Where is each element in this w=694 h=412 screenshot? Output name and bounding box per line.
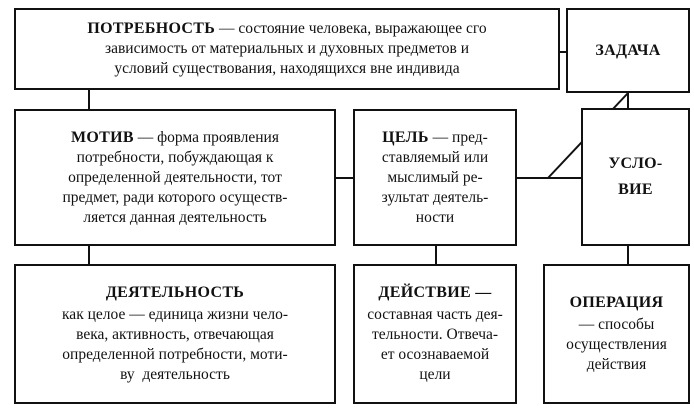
goal-line-1 — [382, 128, 488, 148]
motive-text-3: определенной деятельности, тот — [68, 168, 282, 186]
motive-line-1 — [71, 128, 279, 148]
activity-text-2: века, активность, отвечающая — [76, 326, 274, 343]
action-text-4: цели — [419, 366, 451, 383]
goal-term: ЦЕЛЬ — [382, 128, 429, 146]
box-operation — [543, 264, 690, 404]
condition-term-2: ВИЕ — [618, 181, 653, 198]
box-condition — [581, 108, 690, 246]
action-text-3: ет осознаваемой — [380, 346, 490, 363]
operation-text-2: осуществления — [566, 336, 667, 353]
condition-term-1: УСЛО- — [608, 155, 663, 172]
motive-text-2: потребности, побуждающая к — [76, 148, 274, 166]
motive-text-1: — форма проявления — [133, 128, 279, 146]
need-text-2: зависимость от материальных и духовных предметов и — [104, 40, 470, 57]
goal-text-4: зультат деятель- — [381, 188, 489, 206]
operation-text-3: действия — [586, 356, 647, 373]
activity-term: ДЕЯТЕЛЬНОСТЬ — [105, 284, 245, 301]
box-action — [353, 264, 517, 404]
need-text-1: — состояние человека, выражающее сго — [215, 20, 487, 37]
action-text-1: составная часть дея- — [367, 306, 503, 323]
box-activity — [14, 264, 336, 404]
box-goal — [353, 109, 517, 246]
goal-text-5: ности — [415, 208, 455, 226]
motive-text-4: предмет, ради которого осуществ- — [62, 188, 288, 206]
goal-text-2: ставляемый или — [381, 148, 489, 166]
activity-text-1: как целое — единица жизни чело- — [62, 306, 288, 323]
motive-text-5: ляется данная деятельность — [83, 208, 267, 226]
need-term: ПОТРЕБНОСТЬ — [87, 20, 216, 37]
box-task — [566, 8, 690, 93]
activity-text-3: определенной потребности, моти- — [62, 346, 288, 363]
box-need — [14, 8, 560, 90]
need-text-3: условий существования, находящихся вне индивида — [114, 60, 460, 77]
activity-text-4: ву деятельность — [120, 366, 230, 383]
need-line-1 — [87, 19, 486, 39]
task-term: ЗАДАЧА — [595, 41, 661, 59]
operation-term: ОПЕРАЦИЯ — [569, 294, 664, 311]
goal-text-3: мыслимый ре- — [387, 168, 483, 186]
operation-text-1: — способы — [578, 316, 655, 333]
goal-text-1: — пред- — [428, 128, 488, 146]
box-motive — [14, 109, 336, 246]
action-text-2: тельности. Отвеча- — [371, 326, 499, 343]
action-term: ДЕЙСТВИЕ — — [378, 284, 492, 301]
motive-term: МОТИВ — [71, 128, 134, 146]
